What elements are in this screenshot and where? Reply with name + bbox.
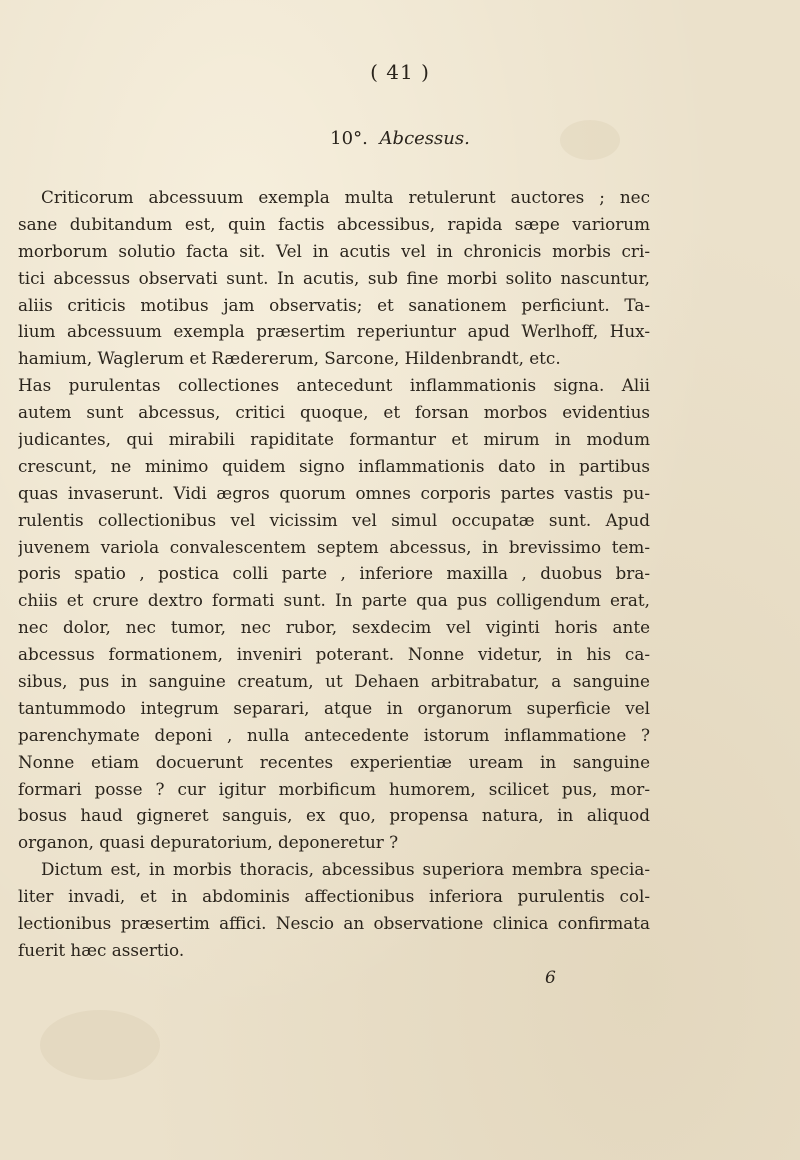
section-number: 10°. (330, 128, 368, 149)
text-line: nec dolor, nec tumor, nec rubor, sexdecim vel viginti horis ante (18, 617, 650, 638)
text-line: aliis criticis motibus jam observatis; et sanationem perficiunt. Ta- (18, 294, 650, 315)
text-line: Dictum est, in morbis thoracis, abcessibus superiora membra specia- (41, 859, 650, 880)
section-heading (0, 128, 800, 149)
text-line: fuerit hæc assertio. (18, 939, 185, 960)
text-line: hamium, Waglerum et Rædererum, Sarcone, Hildenbrandt, etc. (18, 348, 561, 369)
text-line: morborum solutio facta sit. Vel in acutis vel in chronicis morbis cri- (18, 240, 650, 261)
text-line: Criticorum abcessuum exempla multa retulerunt auctores ; nec (41, 187, 650, 207)
text-line: rulentis collectionibus vel vicissim vel simul occupatæ sunt. Apud (18, 509, 650, 530)
text-line: sibus, pus in sanguine creatum, ut Dehaen arbitrabatur, a sanguine (18, 671, 650, 692)
text-line: abcessus formationem, inveniri poterant. Nonne videtur, in his ca- (18, 644, 650, 665)
text-line: parenchymate deponi , nulla antecedente istorum inflammatione ? (18, 724, 650, 745)
text-line: chiis et crure dextro formati sunt. In parte qua pus colligendum erat, (18, 590, 650, 611)
signature-mark: 6 (545, 968, 556, 988)
text-line: judicantes, qui mirabili rapiditate formantur et mirum in modum (18, 429, 650, 450)
text-line: juvenem variola convalescentem septem abcessus, in brevissimo tem- (18, 536, 650, 557)
text-line: poris spatio , postica colli parte , inferiore maxilla , duobus bra- (18, 563, 650, 584)
text-line: lium abcessuum exempla præsertim reperiuntur apud Werlhoff, Hux- (18, 321, 650, 342)
text-line: Nonne etiam docuerunt recentes experientiæ uream in sanguine (18, 751, 650, 772)
paper-stain (40, 1010, 160, 1080)
text-line: Has purulentas collectiones antecedunt inflammationis signa. Alii (18, 375, 650, 396)
text-line: sane dubitandum est, quin factis abcessibus, rapida sæpe variorum (18, 213, 650, 234)
text-line: bosus haud gigneret sanguis, ex quo, propensa natura, in aliquod (18, 805, 650, 826)
text-line: tantummodo integrum separari, atque in organorum superficie vel (18, 697, 650, 718)
text-line: lectionibus præsertim affici. Nescio an observatione clinica confirmata (18, 913, 650, 934)
body-text (18, 184, 650, 964)
text-line: crescunt, ne minimo quidem signo inflammationis dato in partibus (18, 455, 650, 476)
page-number: ( 41 ) (370, 60, 430, 84)
text-line: autem sunt abcessus, critici quoque, et forsan morbos evidentius (18, 402, 650, 423)
text-line: quas invaserunt. Vidi ægros quorum omnes corporis partes vastis pu- (18, 482, 650, 503)
text-line: liter invadi, et in abdominis affectionibus inferiora purulentis col- (18, 886, 650, 907)
section-title: Abcessus. (379, 128, 470, 149)
text-line: tici abcessus observati sunt. In acutis, sub fine morbi solito nascuntur, (18, 267, 650, 288)
text-line: formari posse ? cur igitur morbificum humorem, scilicet pus, mor- (18, 778, 650, 799)
text-line: organon, quasi depuratorium, deponeretur ? (18, 832, 399, 853)
